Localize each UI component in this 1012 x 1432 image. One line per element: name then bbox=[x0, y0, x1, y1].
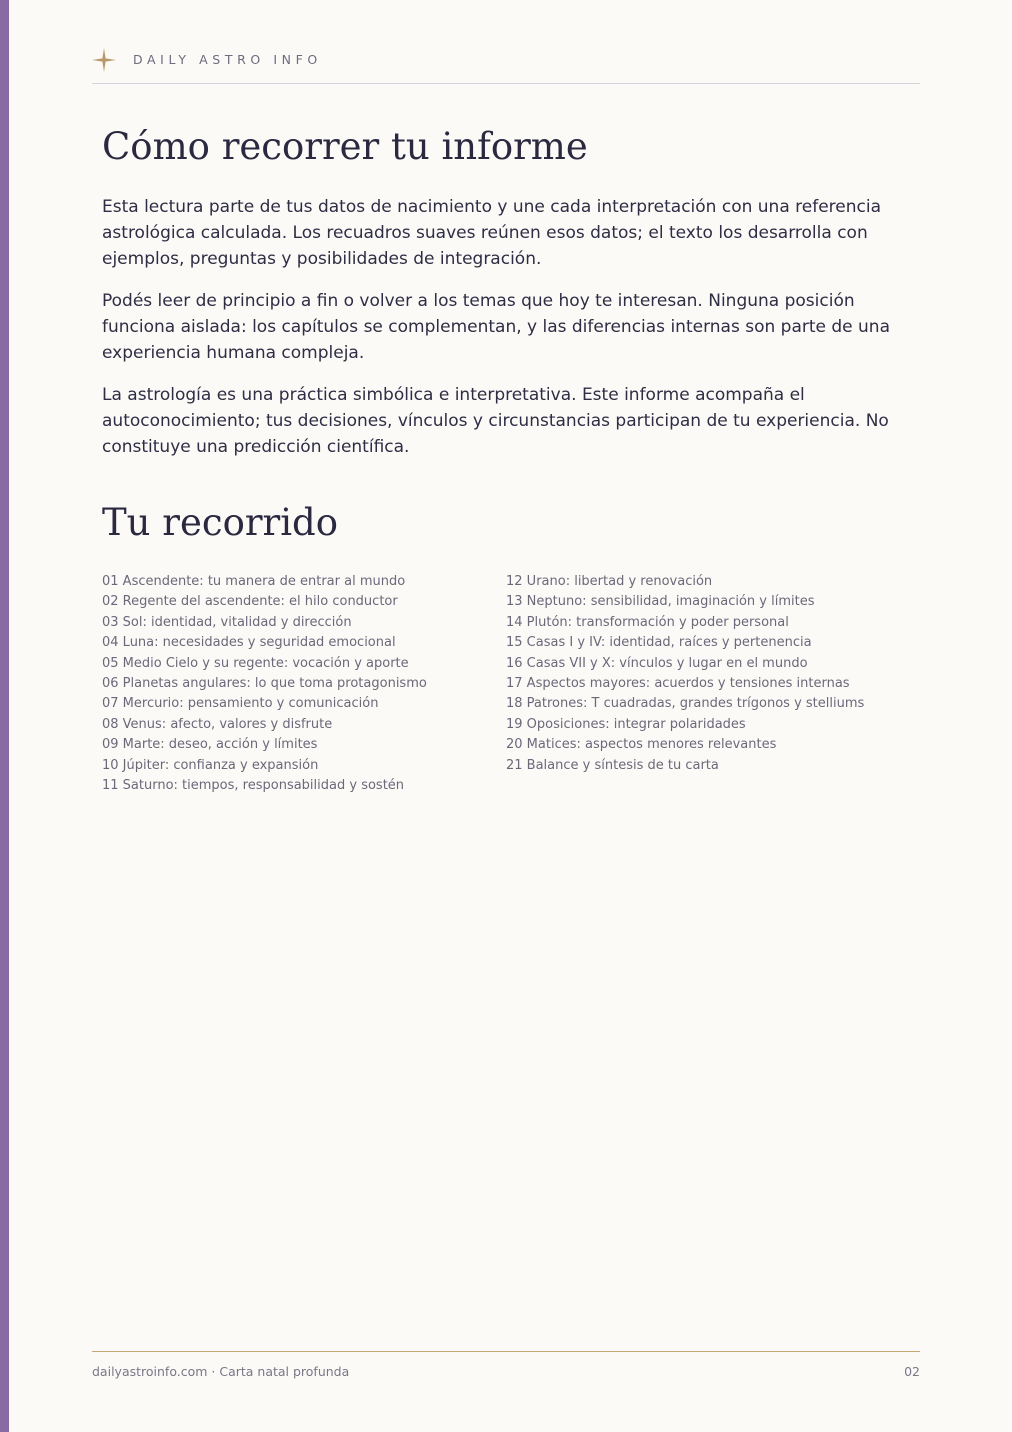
intro-paragraph: Esta lectura parte de tus datos de nacimiento y une cada interpretación con una referencia astrológica calculada. Los recuadros suaves reúnen esos datos; el texto los desarrolla con ejemplos, preguntas y posibilidades de integración. bbox=[102, 197, 881, 269]
toc-title: Tu recorrido bbox=[102, 501, 339, 544]
toc-item: 03 Sol: identidad, vitalidad y dirección bbox=[102, 614, 352, 630]
intro-title: Cómo recorrer tu informe bbox=[102, 125, 588, 168]
page-header bbox=[92, 44, 920, 84]
page-number: 02 bbox=[904, 1364, 920, 1379]
toc-item: 07 Mercurio: pensamiento y comunicación bbox=[102, 696, 379, 712]
toc-item: 11 Saturno: tiempos, responsabilidad y sostén bbox=[102, 777, 405, 793]
intro-text bbox=[102, 194, 914, 476]
toc-item: 19 Oposiciones: integrar polaridades bbox=[506, 716, 746, 732]
toc-item: 01 Ascendente: tu manera de entrar al mundo bbox=[102, 574, 406, 589]
toc-column-right bbox=[506, 572, 864, 776]
toc-item: 18 Patrones: T cuadradas, grandes trígonos y stelliums bbox=[506, 696, 865, 712]
footer-site: dailyastroinfo.com · Carta natal profunda bbox=[92, 1364, 350, 1379]
toc-item: 20 Matices: aspectos menores relevantes bbox=[506, 737, 777, 753]
side-accent-bar bbox=[0, 0, 9, 1432]
intro-paragraph: Podés leer de principio a fin o volver a los temas que hoy te interesan. Ninguna posición funciona aislada: los capítulos se complementan, y las diferencias internas son parte de una experiencia humana compleja. bbox=[102, 291, 890, 363]
brand-name: DAILY ASTRO INFO bbox=[133, 52, 322, 67]
toc-item: 15 Casas I y IV: identidad, raíces y pertenencia bbox=[506, 635, 812, 651]
toc-item: 14 Plutón: transformación y poder personal bbox=[506, 614, 789, 630]
sparkle-star-icon bbox=[92, 48, 116, 72]
toc-item: 16 Casas VII y X: vínculos y lugar en el mundo bbox=[506, 655, 808, 671]
toc-item: 13 Neptuno: sensibilidad, imaginación y límites bbox=[506, 594, 815, 610]
toc-item: 09 Marte: deseo, acción y límites bbox=[102, 737, 318, 753]
toc-item: 04 Luna: necesidades y seguridad emocional bbox=[102, 635, 396, 651]
toc-item: 06 Planetas angulares: lo que toma protagonismo bbox=[102, 675, 427, 691]
toc-item: 02 Regente del ascendente: el hilo conductor bbox=[102, 594, 398, 610]
toc-column-left bbox=[102, 572, 427, 796]
toc-item: 17 Aspectos mayores: acuerdos y tensiones internas bbox=[506, 675, 850, 691]
toc-item: 12 Urano: libertad y renovación bbox=[506, 574, 713, 589]
intro-paragraph: La astrología es una práctica simbólica e interpretativa. Este informe acompaña el autoconocimiento; tus decisiones, vínculos y circunstancias participan de tu experiencia. No constituye una predicción científica. bbox=[102, 385, 889, 457]
toc-item: 08 Venus: afecto, valores y disfrute bbox=[102, 716, 333, 732]
toc-item: 21 Balance y síntesis de tu carta bbox=[506, 757, 719, 773]
page-footer bbox=[92, 1351, 920, 1379]
toc-item: 10 Júpiter: confianza y expansión bbox=[102, 757, 319, 773]
toc-item: 05 Medio Cielo y su regente: vocación y aporte bbox=[102, 655, 409, 671]
